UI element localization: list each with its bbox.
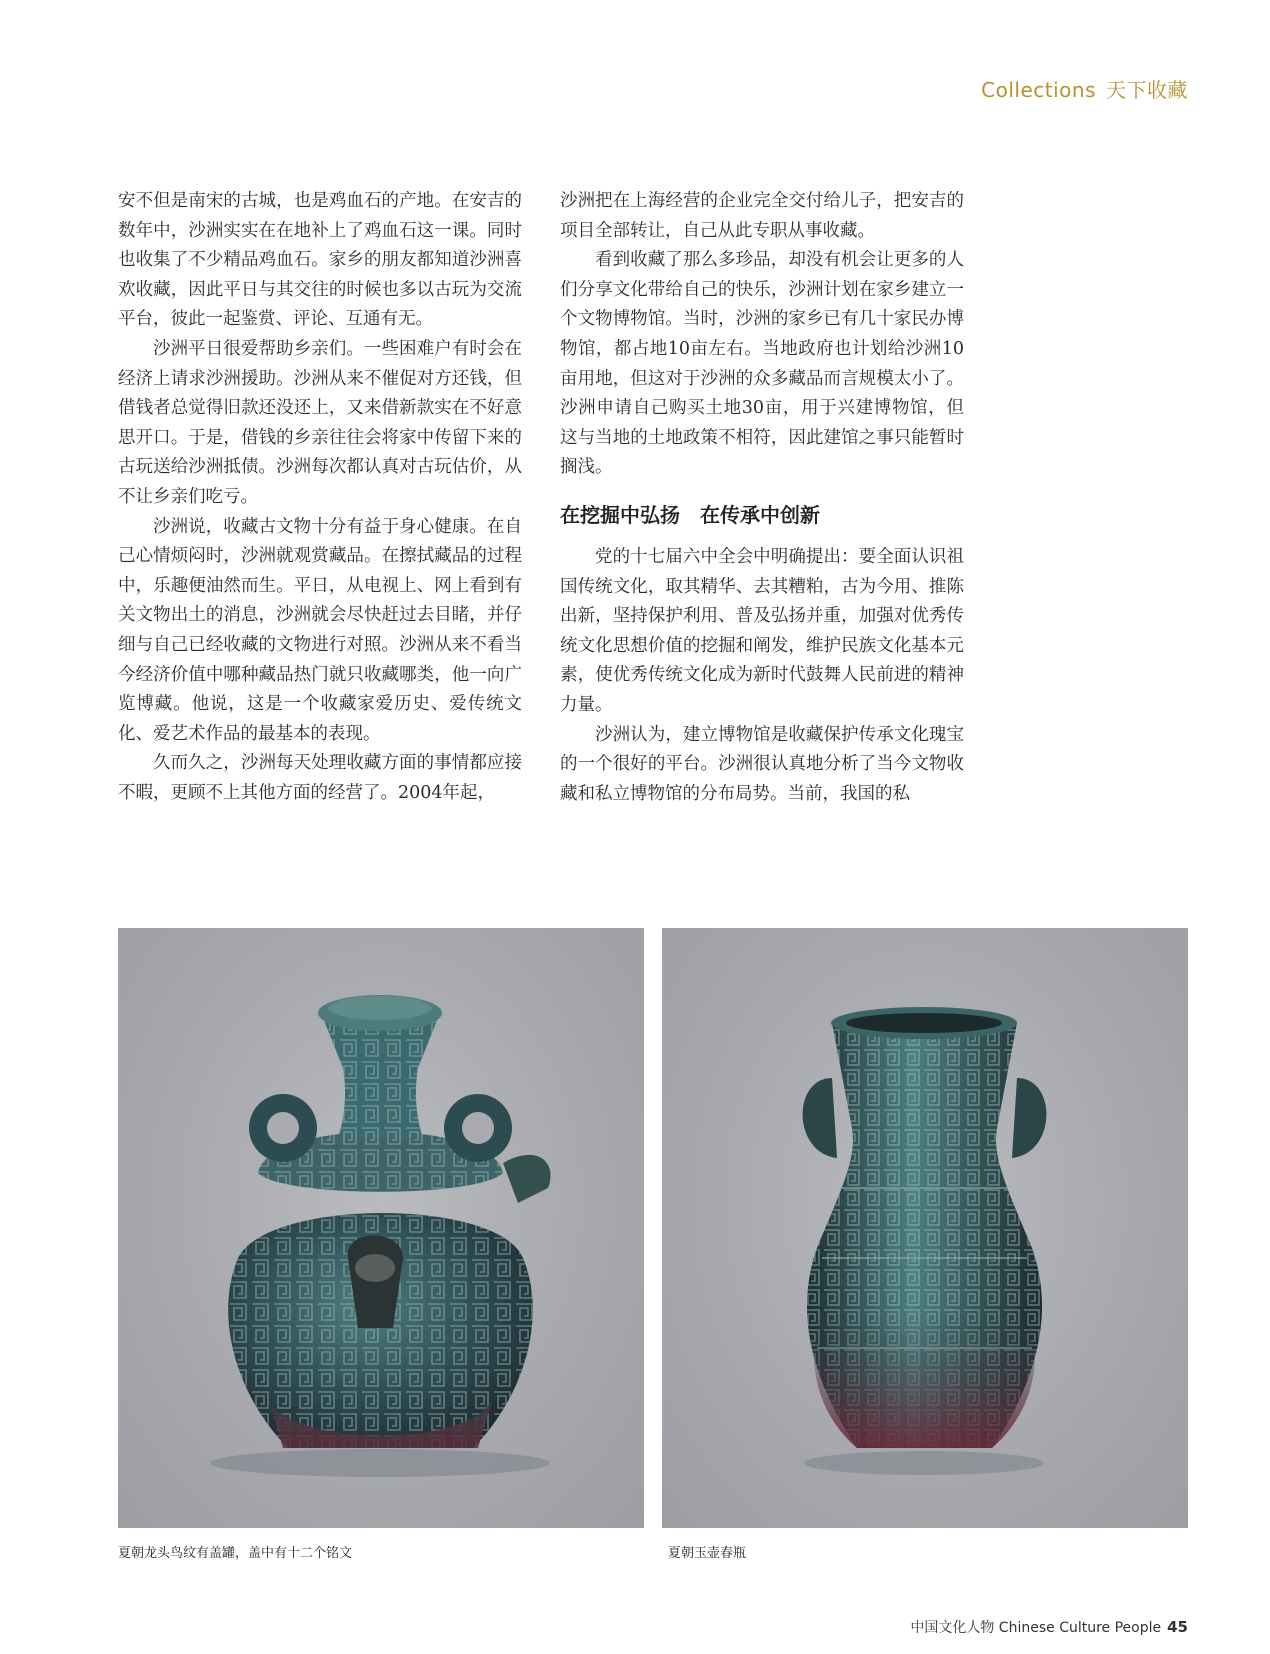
lidded-jar-photo: [118, 928, 644, 1528]
section-subheading: 在挖掘中弘扬 在传承中创新: [560, 502, 820, 527]
lidded-jar-illustration: [118, 928, 644, 1528]
paragraph: 沙洲认为，建立博物馆是收藏保护传承文化瑰宝的一个很好的平台。沙洲很认真地分析了当今文物收藏和私立博物馆的分布局势。当前，我国的私: [560, 724, 964, 804]
jade-vase-photo: [662, 928, 1188, 1528]
paragraph: 沙洲把在上海经营的企业完全交付给儿子，把安吉的项目全部转让，自己从此专职从事收藏。: [560, 191, 964, 241]
article-left-column: [118, 187, 522, 808]
page-footer: [910, 1617, 1188, 1637]
section-header: [981, 74, 1188, 103]
paragraph: 党的十七届六中全会中明确提出：要全面认识祖国传统文化，取其精华、去其糟粕，古为今用、推陈出新，坚持保护利用、普及弘扬并重，加强对优秀传统文化思想价值的挖掘和阐发，维护民族文化基本元素，使优秀传统文化成为新时代鼓舞人民前进的精神力量。: [560, 546, 964, 715]
paragraph: 看到收藏了那么多珍品，却没有机会让更多的人们分享文化带给自己的快乐，沙洲计划在家乡建立一个文物博物馆。当时，沙洲的家乡已有几十家民办博物馆，都占地10亩左右。当地政府也计划给沙洲10亩用地，但这对于沙洲的众多藏品而言规模太小了。沙洲申请自己购买土地30亩，用于兴建博物馆，但这与当地的土地政策不相符，因此建馆之事只能暂时搁浅。: [560, 250, 964, 478]
article-right-column: [560, 187, 964, 809]
section-title-en: Collections: [981, 78, 1096, 102]
jade-vase-illustration: [662, 928, 1188, 1528]
paragraph: 久而久之，沙洲每天处理收藏方面的事情都应接不暇，更顾不上其他方面的经营了。2004年起，: [118, 753, 522, 803]
paragraph: 沙洲平日很爱帮助乡亲们。一些困难户有时会在经济上请求沙洲援助。沙洲从来不催促对方还钱，但借钱者总觉得旧款还没还上，又来借新款实在不好意思开口。于是，借钱的乡亲往往会将家中传留下来的古玩送给沙洲抵债。沙洲每次都认真对古玩估价，从不让乡亲们吃亏。: [118, 338, 522, 507]
paragraph: 安不但是南宋的古城，也是鸡血石的产地。在安吉的数年中，沙洲实实在在地补上了鸡血石这一课。同时也收集了不少精品鸡血石。家乡的朋友都知道沙洲喜欢收藏，因此平日与其交往的时候也多以古玩为交流平台，彼此一起鉴赏、评论、互通有无。: [118, 191, 522, 330]
magazine-name: 中国文化人物 Chinese Culture People: [910, 1620, 1162, 1636]
page-number: 45: [1167, 1618, 1188, 1636]
section-title-zh: 天下收藏: [1106, 78, 1188, 102]
photo-caption-left: 夏朝龙头鸟纹有盖罐，盖中有十二个铭文: [118, 1546, 353, 1561]
photo-caption-right: 夏朝玉壶春瓶: [668, 1546, 747, 1561]
paragraph: 沙洲说，收藏古文物十分有益于身心健康。在自己心情烦闷时，沙洲就观赏藏品。在擦拭藏品的过程中，乐趣便油然而生。平日，从电视上、网上看到有关文物出土的消息，沙洲就会尽快赶过去目睹，并仔细与自己已经收藏的文物进行对照。沙洲从来不看当今经济价值中哪种藏品热门就只收藏哪类，他一向广览博藏。他说，这是一个收藏家爱历史、爱传统文化、爱艺术作品的最基本的表现。: [118, 516, 522, 744]
